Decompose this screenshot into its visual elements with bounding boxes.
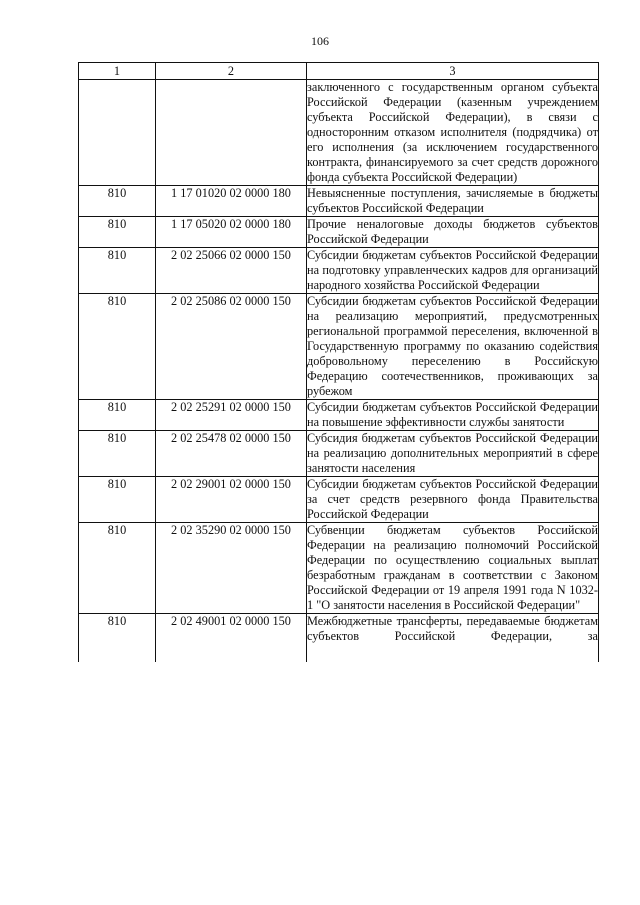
budget-code-cell: 2 02 25086 02 0000 150 [156,294,307,400]
admin-code-cell: 810 [79,294,156,400]
description-cell: заключенного с государственным органом субъекта Российской Федерации (казенным учреждением субъекта Российской Федерации), в связи с односторонним отказом исполнителя (подрядчика) от его исполнения (за исключением государственного контракта, финансируемого за счет средств дорожного фонда субъекта Российской Федерации) [307,80,598,184]
admin-code-cell: 810 [79,186,156,217]
table-row [79,294,599,400]
admin-code-cell: 810 [79,523,156,614]
budget-code-cell: 1 17 05020 02 0000 180 [156,217,307,248]
budget-code-cell: 2 02 25478 02 0000 150 [156,431,307,477]
admin-code-cell: 810 [79,248,156,294]
description-cell: Прочие неналоговые доходы бюджетов субъектов Российской Федерации [307,217,598,246]
budget-code-cell: 2 02 25291 02 0000 150 [156,400,307,431]
table-row [79,217,599,248]
budget-code-cell: 2 02 29001 02 0000 150 [156,477,307,523]
description-cell: Невыясненные поступления, зачисляемые в бюджеты субъектов Российской Федерации [307,186,598,215]
table-row [79,477,599,523]
budget-classification-table [78,62,599,662]
description-cell: Межбюджетные трансферты, передаваемые бюджетам субъектов Российской Федерации, за [307,614,599,663]
budget-code-cell [156,80,307,186]
table-row [79,80,599,186]
admin-code-cell [79,80,156,186]
description-cell: Субсидии бюджетам субъектов Российской Федерации на повышение эффективности службы занятости [307,400,598,429]
table-row [79,248,599,294]
budget-code-cell: 2 02 25066 02 0000 150 [156,248,307,294]
budget-code-cell: 2 02 49001 02 0000 150 [156,614,307,663]
description-cell: Субсидии бюджетам субъектов Российской Федерации за счет средств резервного фонда Правительства Российской Федерации [307,477,598,521]
admin-code-cell: 810 [79,614,156,663]
description-cell: Субсидии бюджетам субъектов Российской Федерации на реализацию мероприятий, предусмотренных региональной программой переселения, включенной в Государственную программу по оказанию содействия добровольному переселению в Российскую Федерацию соотечественников, проживающих за рубежом [307,294,598,398]
admin-code-cell: 810 [79,477,156,523]
column-header-code: 2 [156,63,307,80]
description-cell: Субсидия бюджетам субъектов Российской Федерации на реализацию дополнительных мероприятий в сфере занятости населения [307,431,598,475]
admin-code-cell: 810 [79,400,156,431]
column-header-admin: 1 [79,63,156,80]
table-header-row [79,63,599,80]
description-cell: Субсидии бюджетам субъектов Российской Федерации на подготовку управленческих кадров для организаций народного хозяйства Российской Федерации [307,248,598,292]
column-header-description: 3 [307,63,599,80]
table-row [79,523,599,614]
admin-code-cell: 810 [79,431,156,477]
table-row [79,614,599,663]
admin-code-cell: 810 [79,217,156,248]
description-cell: Субвенции бюджетам субъектов Российской Федерации на реализацию полномочий Российской Федерации по осуществлению социальных выплат безработным гражданам в соответствии с Законом Российской Федерации от 19 апреля 1991 года N 1032-1 "О занятости населения в Российской Федерации" [307,523,598,612]
table-row [79,431,599,477]
table-row [79,186,599,217]
budget-code-cell: 2 02 35290 02 0000 150 [156,523,307,614]
table-row [79,400,599,431]
page-number: 106 [311,34,329,48]
budget-code-cell: 1 17 01020 02 0000 180 [156,186,307,217]
